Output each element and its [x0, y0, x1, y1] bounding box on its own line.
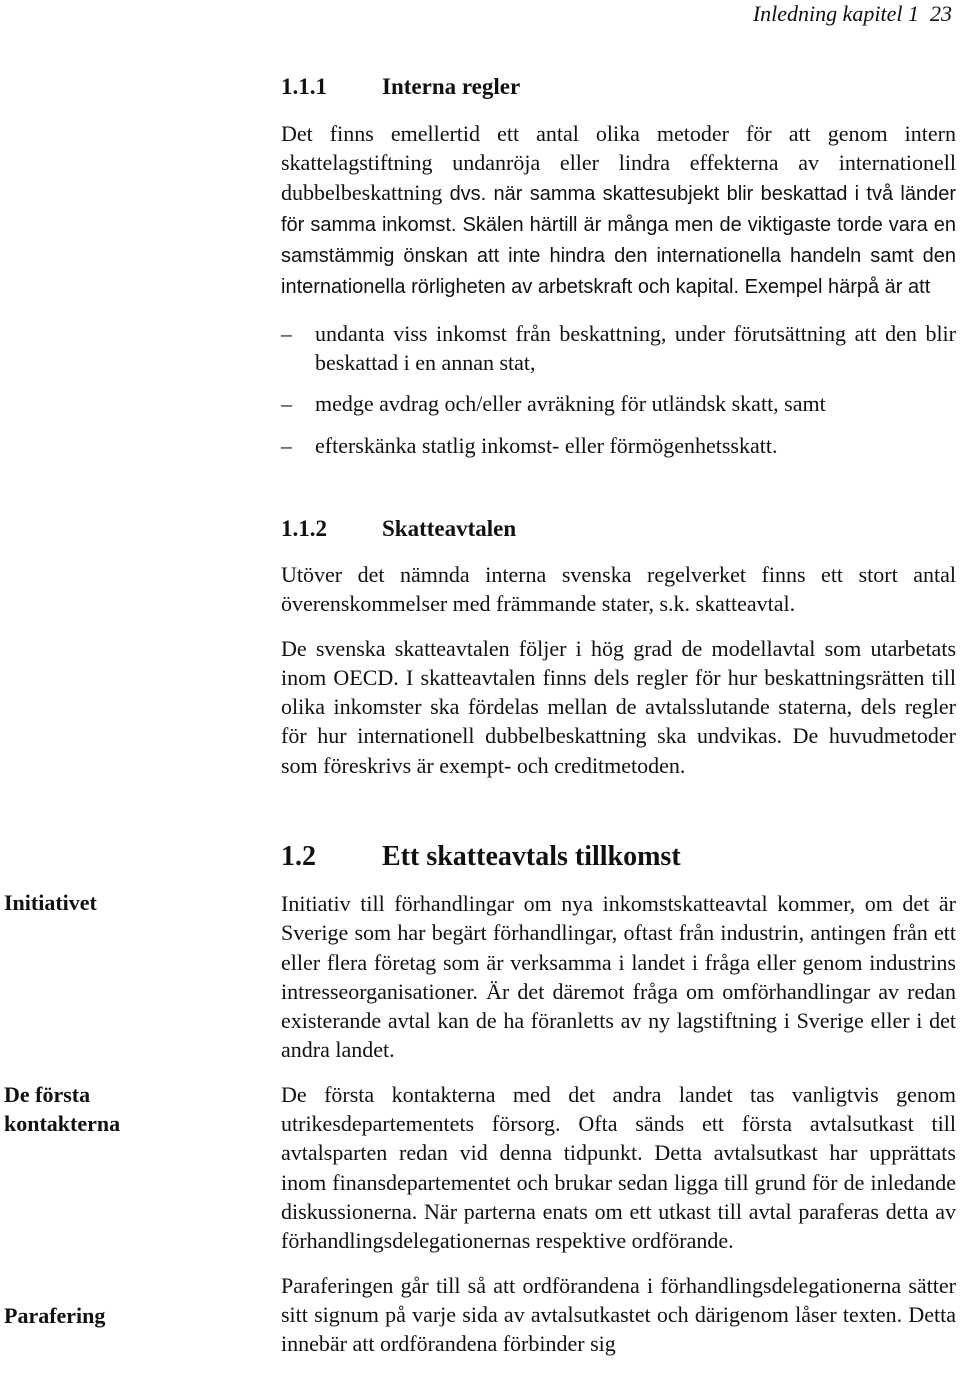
- paragraph: Paraferingen går till så att ordförandena i förhandlingsdelegationerna sätter sitt signum på varje sida av avtalsutkastet och därigenom låser texten. Detta innebär att ordförandena förbinder sig: [281, 1272, 956, 1357]
- paragraph: Utöver det nämnda interna svenska regelverket finns ett stort antal överenskommelser med främmande stater, s.k. skatteavtal.: [281, 562, 956, 617]
- heading-number: 1.2: [281, 841, 316, 872]
- page-number: 23: [930, 1, 952, 26]
- bullet-text: efterskänka statlig inkomst- eller förmögenhetsskatt.: [315, 432, 778, 458]
- bullet-text: undanta viss inkomst från beskattning, under förutsättning att den blir beskattad i en annan stat,: [315, 320, 956, 376]
- heading-number: 1.1.1: [281, 74, 327, 99]
- heading-title: Interna regler: [382, 74, 521, 99]
- paragraph: [281, 119, 956, 303]
- paragraph-serif-part: Det finns emellertid ett antal olika metoder för att genom intern skattelagstiftning undanröja eller lindra effekterna av internationell dubbelbeskattning: [281, 121, 956, 205]
- margin-note-parafering: Parafering: [4, 1303, 106, 1328]
- header-title: Inledning kapitel 1: [752, 1, 919, 26]
- heading-title: Skatteavtalen: [382, 516, 517, 541]
- bullet-dash: –: [281, 391, 292, 417]
- heading-1-1-1: [281, 72, 956, 102]
- paragraph: De svenska skatteavtalen följer i hög grad de modellavtal som utarbetats inom OECD. I skatteavtalen finns dels regler för hur beskattningsrätten till olika inkomster ska fördelas mellan de avtalsslutande staterna, dels regler för hur internationell dubbelbeskattning ska undvikas. De huvudmetoder som föreskrivs är exempt- och creditmetoden.: [281, 635, 956, 778]
- margin-note-forsta-kontakterna: De första kontakterna: [4, 1082, 121, 1136]
- paragraph: Initiativ till förhandlingar om nya inkomstskatteavtal kommer, om det är Sverige som har begärt förhandlingar, oftast från industrin, antingen från ett eller flera företag som är verksamma i landet i fråga eller genom industrins intresseorganisationer. Är det däremot fråga om omförhandlingar av redan existerande avtal kan de ha föranletts av ny lagstiftning i Sverige eller i det andra landet.: [281, 891, 956, 1063]
- bullet-dash: –: [281, 432, 292, 458]
- bullet-text: medge avdrag och/eller avräkning för utländsk skatt, samt: [315, 391, 826, 417]
- bullet-item: [281, 431, 956, 460]
- bullet-dash: –: [281, 320, 292, 346]
- margin-note-initiativet: Initiativet: [4, 890, 97, 915]
- heading-number: 1.1.2: [281, 516, 327, 541]
- page-header: [753, 0, 952, 29]
- section-1-1-2-body: [281, 560, 956, 780]
- bullet-item: [281, 389, 956, 418]
- heading-1-1-2: [281, 514, 956, 544]
- paragraph-sans-part: dvs. när samma skattesubjekt blir beskattad i två länder för samma inkomst. Skälen härtill är många men de viktigaste torde vara en samstämmig önskan att inte hindra den internationella handeln samt den internationella rörligheten av arbetskraft och kapital. Exempel härpå är att: [281, 182, 956, 299]
- section-1-1-1-body: [281, 119, 956, 460]
- paragraph: De första kontakterna med det andra landet tas vanligtvis genom utrikesdepartementets försorg. Ofta sänds ett första avtalsutkast till avtalsparten redan vid denna tidpunkt. Detta avtalsutkast har upprättats inom finansdepartementet och brukar sedan ligga till grund för de inledande diskussionerna. När parterna enats om ett utkast till avtal paraferas detta av förhandlingsdelegationernas respektive ordförande.: [281, 1081, 956, 1254]
- heading-title: Ett skatteavtals tillkomst: [382, 841, 681, 872]
- bullet-item: [281, 319, 956, 378]
- section-1-2-body: [281, 889, 956, 1358]
- heading-1-2: [281, 839, 956, 875]
